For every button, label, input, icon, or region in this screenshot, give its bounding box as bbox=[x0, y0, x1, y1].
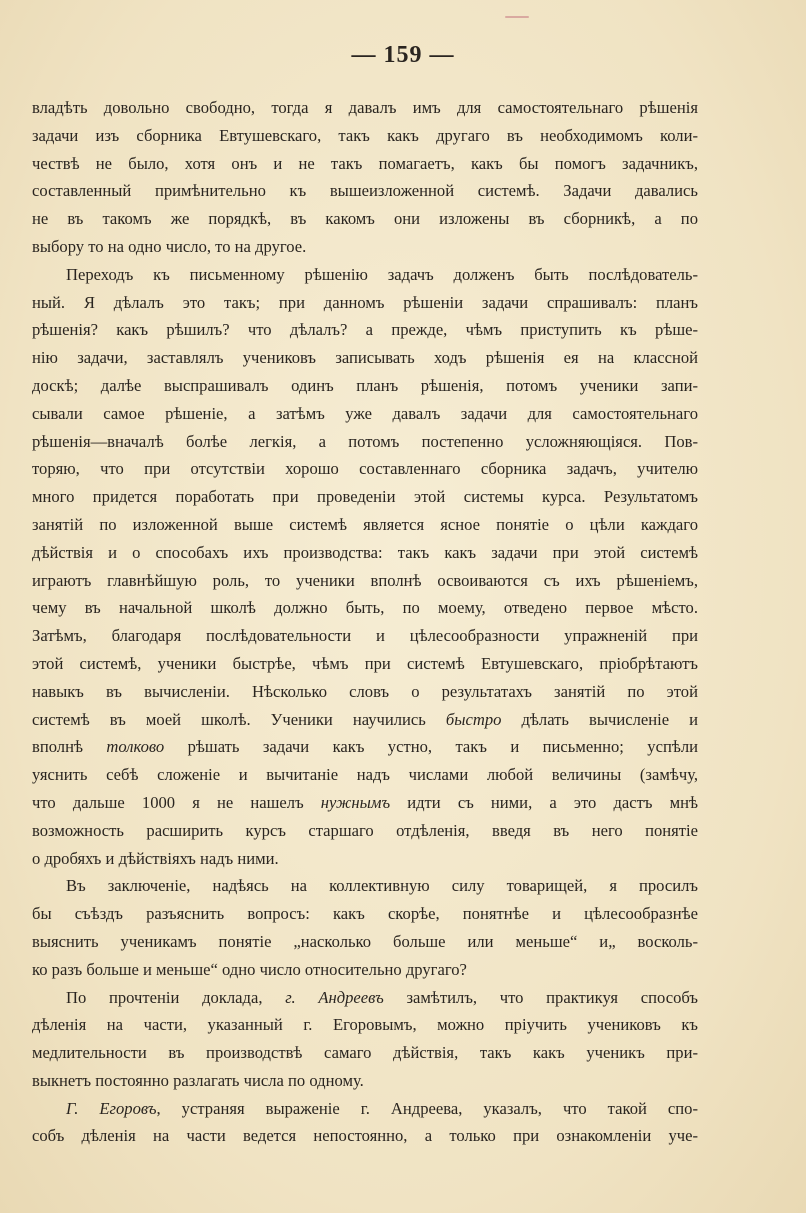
text-line: не въ такомъ же порядкѣ, въ какомъ они изложены въ сборникѣ, а по bbox=[32, 209, 698, 229]
text-line bbox=[32, 1095, 698, 1123]
text-line: ко разъ больше и меньше“ одно число относительно другаго? bbox=[32, 959, 467, 979]
line-segment: По прочтеніи доклада, bbox=[66, 987, 286, 1007]
italic-emphasis: быстро bbox=[445, 709, 502, 729]
line-segment: системѣ въ моей школѣ. Ученики научились bbox=[32, 709, 446, 729]
text-line: доскѣ; далѣе выспрашивалъ одинъ планъ рѣшенія, потомъ ученики запи- bbox=[32, 375, 698, 395]
text-line: уяснить себѣ сложеніе и вычитаніе надъ числами любой величины (замѣчу, bbox=[32, 765, 698, 785]
text-line: сывали самое рѣшеніе, а затѣмъ уже давалъ задачи для самостоятельнаго bbox=[32, 403, 698, 423]
text-line: о дробяхъ и дѣйствіяхъ надъ ними. bbox=[32, 848, 279, 868]
text-line: дѣйствія и о способахъ ихъ производства: такъ какъ задачи при этой системѣ bbox=[32, 542, 698, 562]
text-line: задачи изъ сборника Евтушевскаго, такъ какъ другаго въ необходимомъ коли- bbox=[32, 125, 698, 145]
text-line: Въ заключеніе, надѣясь на коллективную силу товарищей, я просилъ bbox=[66, 876, 698, 896]
text-line: собъ дѣленія на части ведется непостоянно, а только при ознакомленіи уче- bbox=[32, 1126, 698, 1146]
text-line: торяю, что при отсутствіи хорошо составленнаго сборника задачъ, учителю bbox=[32, 459, 698, 479]
italic-emphasis: толково bbox=[106, 737, 165, 757]
text-line: составленный примѣнительно къ вышеизложенной системѣ. Задачи давались bbox=[32, 181, 698, 201]
text-line bbox=[32, 789, 698, 817]
line-segment: замѣтилъ, что практикуя способъ bbox=[383, 987, 698, 1007]
text-line: рѣшенія—вначалѣ болѣе легкія, а потомъ постепенно усложняющіяся. Пов- bbox=[32, 431, 698, 451]
text-line: играютъ главнѣйшую роль, то ученики вполнѣ освоиваются съ ихъ рѣшеніемъ, bbox=[32, 570, 698, 590]
text-line: Затѣмъ, благодаря послѣдовательности и цѣлесообразности упражненій при bbox=[32, 626, 698, 646]
text-line bbox=[32, 733, 698, 761]
italic-emphasis: Г. Егоровъ bbox=[66, 1098, 157, 1118]
text-line: выбору то на одно число, то на другое. bbox=[32, 236, 307, 256]
text-line: чему въ начальной школѣ должно быть, по моему, отведено первое мѣсто. bbox=[32, 598, 698, 618]
body-text bbox=[32, 94, 698, 1150]
text-line bbox=[32, 984, 698, 1012]
text-line bbox=[32, 706, 698, 734]
text-line: выкнетъ постоянно разлагать числа по одному. bbox=[32, 1070, 364, 1090]
page-stain-mark bbox=[505, 16, 529, 18]
text-line: нію задачи, заставлялъ учениковъ записывать ходъ рѣшенія ея на классной bbox=[32, 348, 698, 368]
line-segment: идти съ ними, а это дастъ мнѣ bbox=[390, 792, 698, 812]
line-segment: рѣшать задачи какъ устно, такъ и письменно; успѣли bbox=[164, 737, 698, 757]
text-line: много придется поработать при проведеніи этой системы курса. Результатомъ bbox=[32, 487, 698, 507]
page-number: — 159 — bbox=[351, 42, 455, 68]
line-segment: , устраняя выраженіе г. Андреева, указалъ, что такой спо- bbox=[156, 1098, 698, 1118]
text-line: рѣшенія? какъ рѣшилъ? что дѣлалъ? а прежде, чѣмъ приступить къ рѣше- bbox=[32, 320, 698, 340]
text-line: чествѣ не было, хотя онъ и не такъ помагаетъ, какъ бы помогъ задачникъ, bbox=[32, 153, 698, 173]
line-segment: что дальше 1000 я не нашелъ bbox=[32, 792, 321, 812]
text-line: этой системѣ, ученики быстрѣе, чѣмъ при системѣ Евтушевскаго, пріобрѣтаютъ bbox=[32, 653, 698, 673]
text-line: занятій по изложенной выше системѣ является ясное понятіе о цѣли каждаго bbox=[32, 514, 698, 534]
italic-emphasis: г. Андреевъ bbox=[285, 987, 384, 1007]
text-line: навыкъ въ вычисленіи. Нѣсколько словъ о результатахъ занятій по этой bbox=[32, 681, 698, 701]
text-line: Переходъ къ письменному рѣшенію задачъ долженъ быть послѣдователь- bbox=[66, 264, 698, 284]
text-line: владѣть довольно свободно, тогда я давалъ имъ для самостоятельнаго рѣшенія bbox=[32, 98, 698, 117]
text-line: возможность расширить курсъ старшаго отдѣленія, введя въ него понятіе bbox=[32, 820, 698, 840]
text-line: бы съѣздъ разъяснить вопросъ: какъ скорѣе, понятнѣе и цѣлесообразнѣе bbox=[32, 904, 698, 924]
text-line: ный. Я дѣлалъ это такъ; при данномъ рѣшеніи задачи спрашивалъ: планъ bbox=[32, 292, 698, 312]
line-segment: вполнѣ bbox=[32, 737, 107, 757]
line-segment: дѣлать вычисленіе и bbox=[501, 709, 698, 729]
text-line: медлительности въ производствѣ самаго дѣйствія, такъ какъ ученикъ при- bbox=[32, 1043, 698, 1063]
text-line: выяснить ученикамъ понятіе „насколько больше или меньше“ и„ восколь- bbox=[32, 931, 698, 951]
text-line: дѣленія на части, указанный г. Егоровымъ, можно пріучить учениковъ къ bbox=[32, 1015, 698, 1035]
italic-emphasis: нужнымъ bbox=[320, 792, 391, 812]
